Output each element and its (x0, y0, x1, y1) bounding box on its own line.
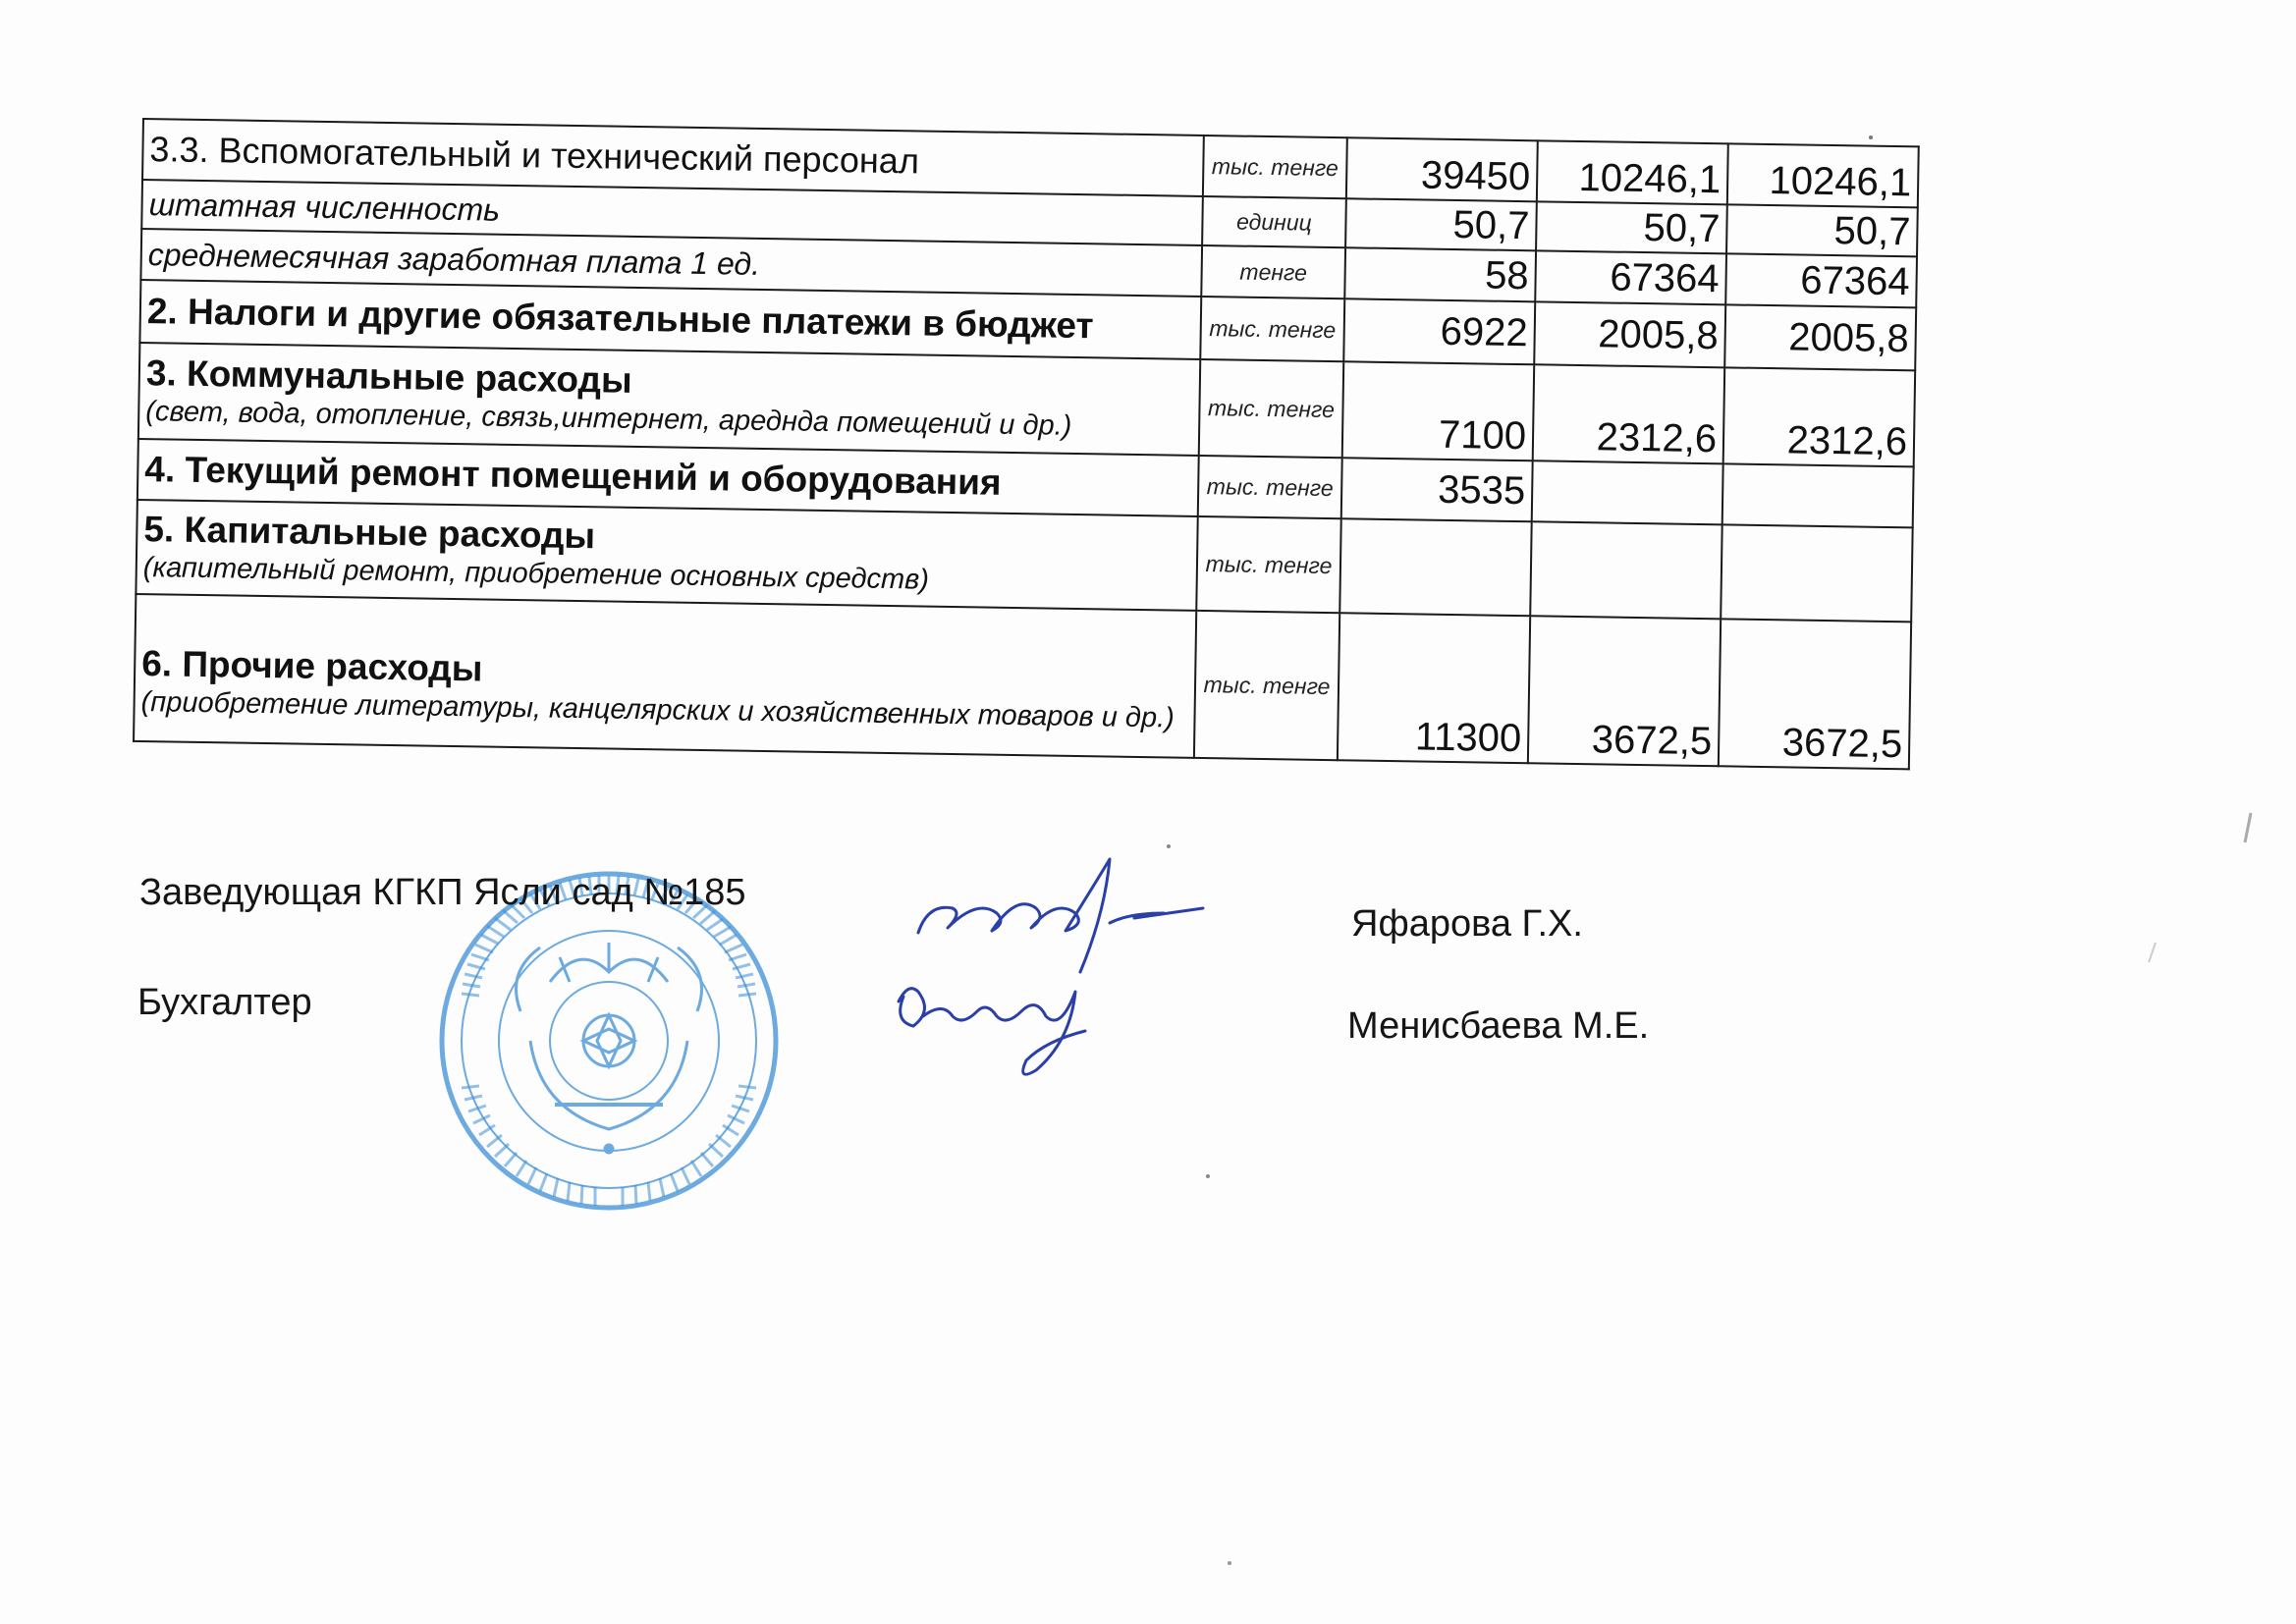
row-value-1: 39450 (1346, 137, 1538, 201)
row-unit: тыс. тенге (1200, 297, 1344, 361)
row-value-3: 2312,6 (1723, 367, 1916, 466)
row-label-main: 4. Текущий ремонт помещений и оборудования (144, 449, 1002, 503)
row-value-2: 67364 (1535, 250, 1726, 304)
row-value-2: 2005,8 (1534, 301, 1725, 367)
accountant-title: Бухгалтер (137, 982, 312, 1023)
row-value-2: 10246,1 (1537, 140, 1728, 204)
row-value-3: 67364 (1725, 253, 1917, 307)
row-unit: тыс. тенге (1198, 456, 1342, 518)
row-value-1 (1339, 518, 1531, 616)
row-value-3: 3672,5 (1719, 619, 1911, 769)
head-title: Заведующая КГКП Ясли сад №185 (139, 872, 746, 913)
row-value-2 (1530, 521, 1722, 619)
row-label-main: 3. Коммунальные расходы (145, 352, 632, 401)
row-value-3: 10246,1 (1727, 143, 1919, 207)
row-unit: тыс. тенге (1194, 611, 1339, 760)
row-value-3: 50,7 (1726, 204, 1918, 256)
row-label-note: (свет, вода, отопление, связь,интернет, аредндa помещений и др.) (145, 396, 1072, 442)
row-label: штатная численность (141, 180, 1203, 245)
row-label-main: 2. Налоги и другие обязательные платежи в бюджет (146, 291, 1094, 347)
row-value-3 (1721, 524, 1912, 622)
row-value-1: 7100 (1342, 361, 1535, 460)
row-value-2: 3672,5 (1528, 616, 1721, 766)
row-label-main: 6. Прочие расходы (140, 643, 483, 689)
row-label: среднемесячная заработная плата 1 ед. (140, 229, 1202, 297)
row-label (134, 594, 1196, 758)
row-unit: тыс. тенге (1196, 516, 1340, 613)
row-value-2: 2312,6 (1533, 364, 1725, 463)
accountant-name: Менисбаева М.Е. (1347, 1005, 1650, 1047)
row-label-note: (капительный ремонт, приобретение основных средств) (142, 552, 930, 596)
row-value-3: 2005,8 (1724, 304, 1916, 370)
table-row (134, 594, 1911, 769)
head-signature (908, 854, 1213, 982)
row-label-main: 5. Капитальные расходы (143, 509, 596, 557)
row-value-3 (1722, 463, 1914, 527)
row-unit: тыс. тенге (1203, 135, 1347, 198)
row-unit: единиц (1202, 196, 1346, 247)
official-stamp (432, 864, 786, 1218)
row-label (138, 343, 1200, 456)
row-unit: тенге (1201, 245, 1345, 298)
budget-table-wrapper (133, 118, 1918, 770)
row-value-1: 50,7 (1345, 198, 1537, 250)
row-value-2: 50,7 (1536, 201, 1727, 253)
budget-table (133, 118, 1920, 770)
row-value-1: 3535 (1341, 458, 1533, 521)
row-value-1: 58 (1344, 247, 1536, 301)
row-label (136, 500, 1197, 611)
row-unit: тыс. тенге (1199, 359, 1344, 458)
accountant-signature (889, 972, 1095, 1090)
row-value-2 (1532, 460, 1723, 524)
row-label: 3.3. Вспомогательный и технический персонал (142, 119, 1204, 196)
row-value-1: 6922 (1343, 298, 1535, 364)
row-label-note: (приобретение литературы, канцелярских и хозяйственных товаров и др.) (140, 686, 1175, 734)
head-name: Яфарова Г.Х. (1351, 903, 1583, 945)
row-value-1: 11300 (1338, 613, 1530, 763)
